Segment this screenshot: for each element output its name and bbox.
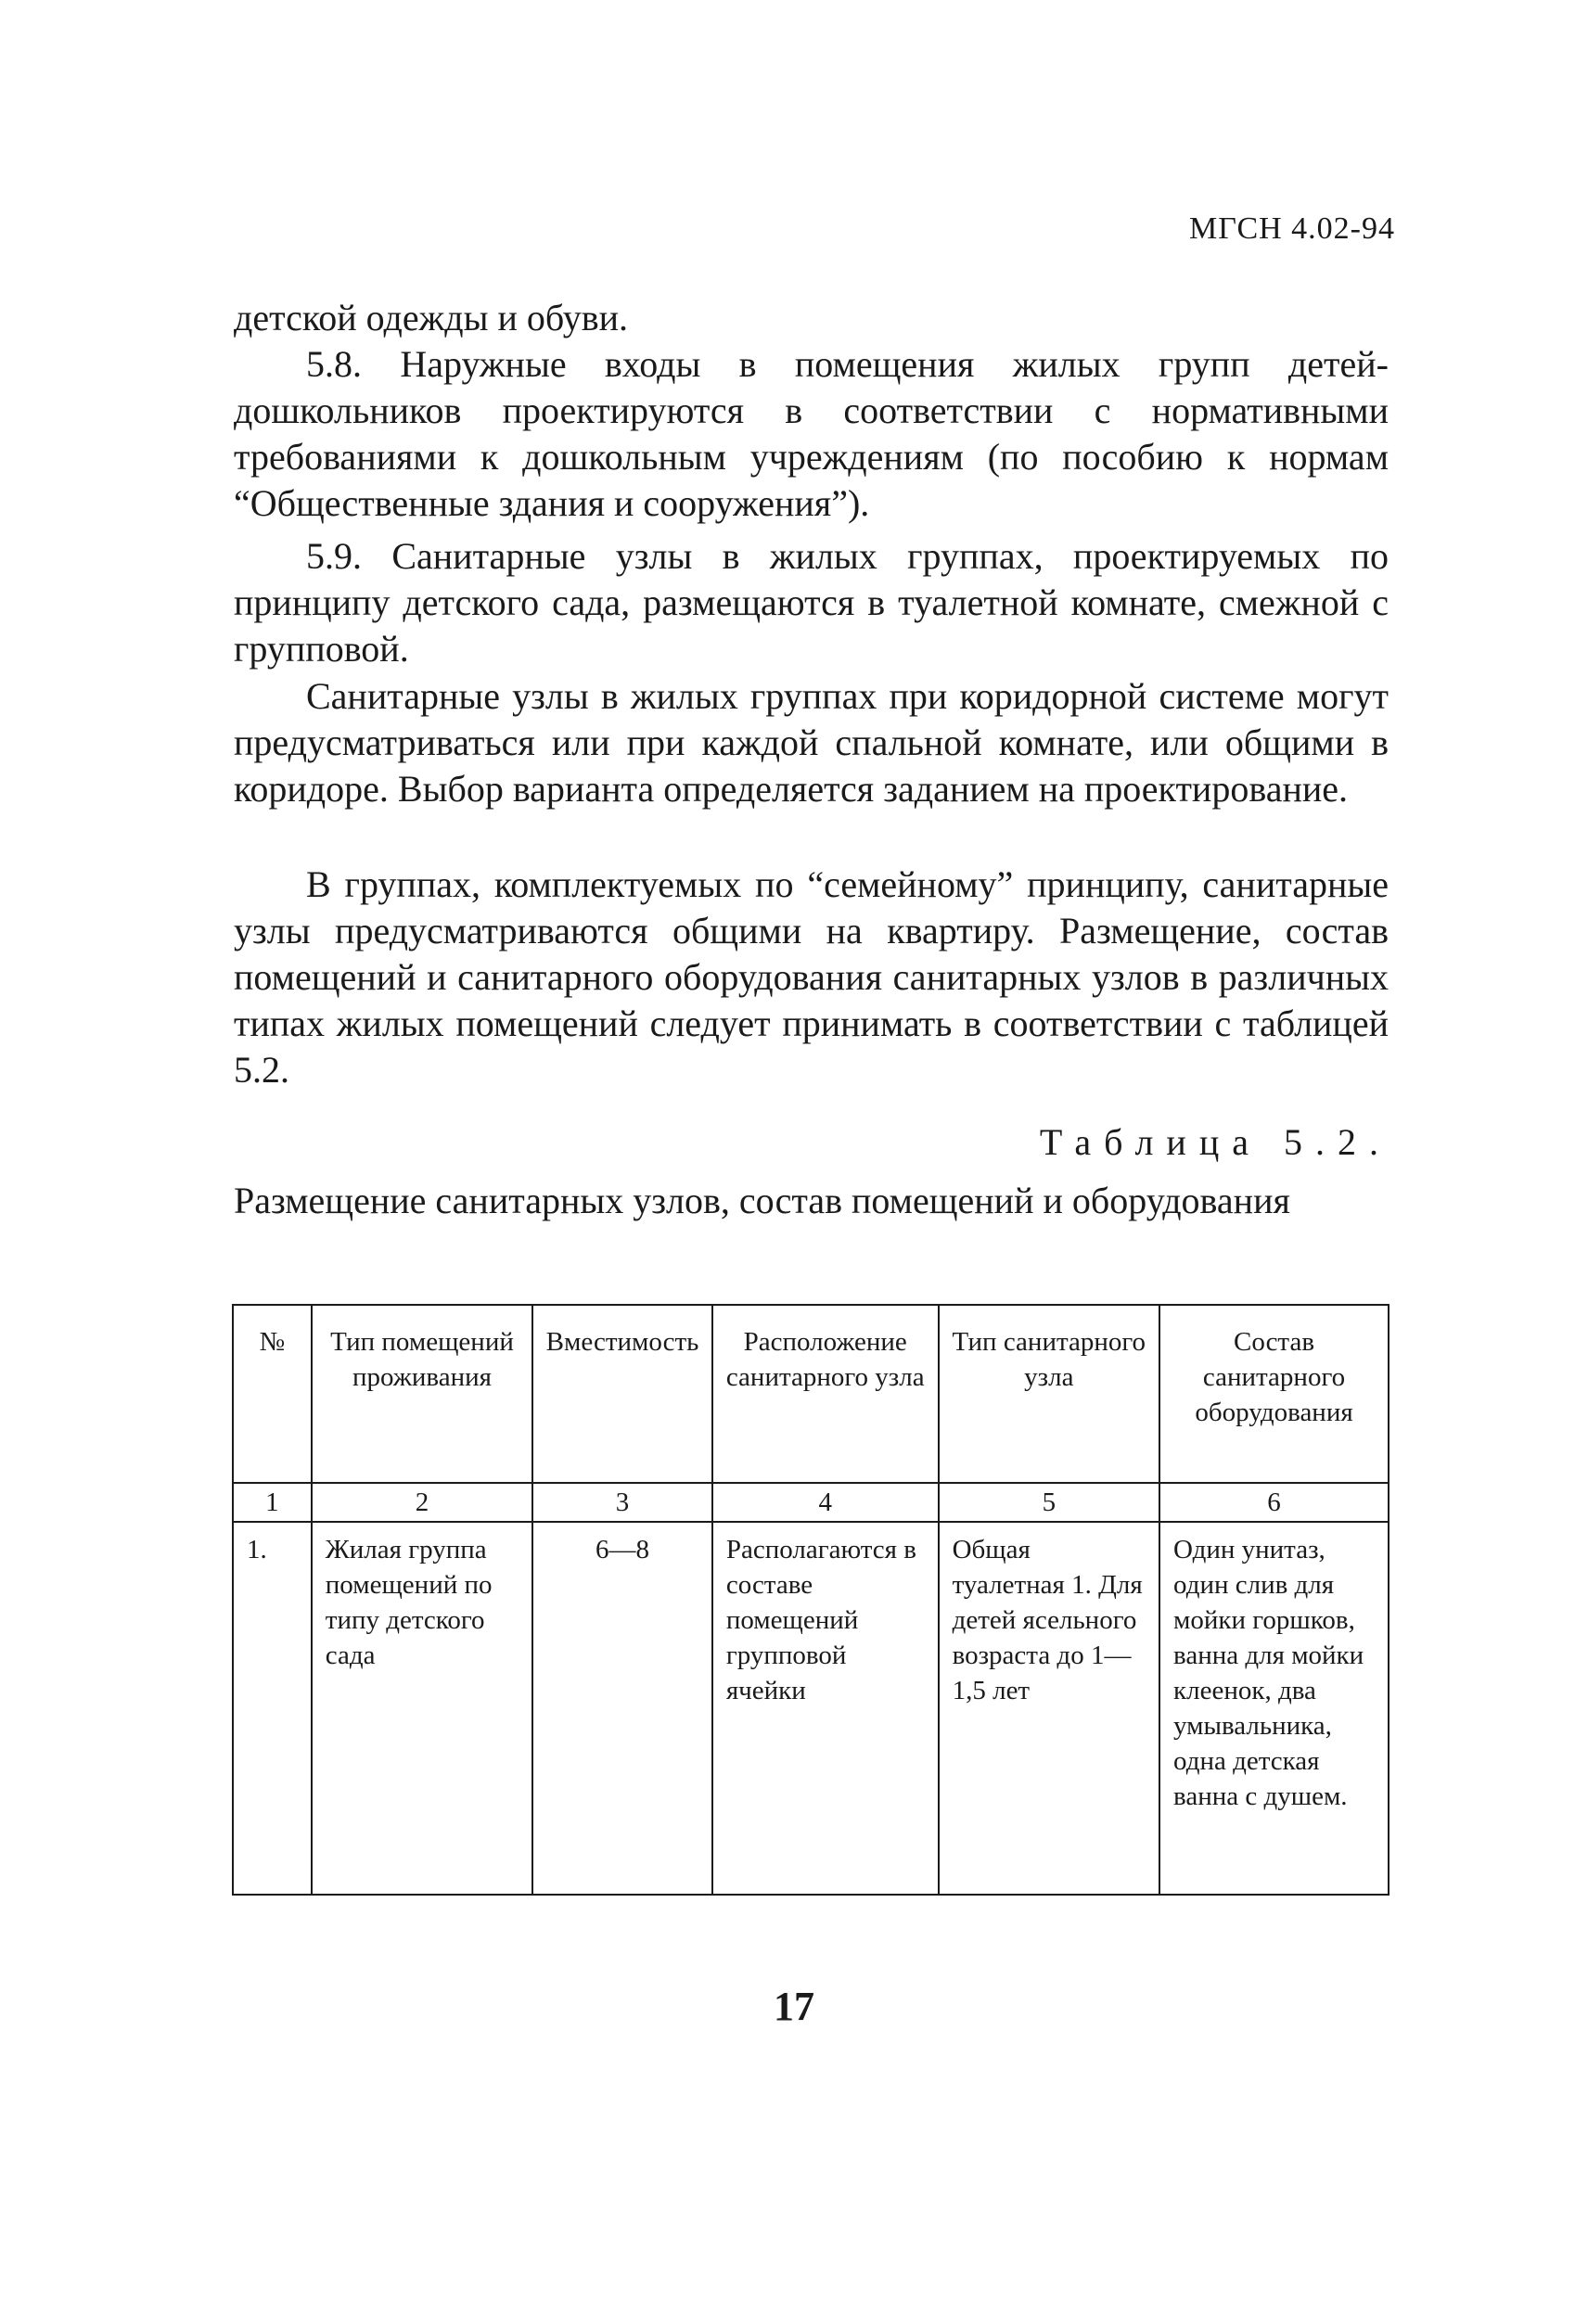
paragraph-continuation xyxy=(234,295,1389,341)
header-unit-type: Тип санитарного узла xyxy=(939,1305,1159,1483)
paragraph-text: Санитарные узлы в жилых группах при коридорной системе могут предусматриваться или при каждой спальной комнате, или общими в коридоре. Выбор варианта определяется заданием на проектирование. xyxy=(234,675,1389,810)
header-capacity: Вместимость xyxy=(532,1305,712,1483)
paragraph-text: 5.8. Наружные входы в помещения жилых групп детей-дошкольников проектируются в соответствии с нормативными требованиями к дошкольным учреждениям (по пособию к нормам “Общественные здания и сооружения”). xyxy=(234,343,1389,524)
table-header-row xyxy=(233,1305,1389,1483)
paragraph-corridor-system xyxy=(234,673,1389,812)
sanitary-units-table xyxy=(232,1304,1390,1896)
paragraph-family-principle xyxy=(234,862,1389,1093)
paragraph-text: 5.9. Санитарные узлы в жилых группах, проектируемых по принципу детского сада, размещаются в туалетной комнате, смежной с групповой. xyxy=(234,535,1389,670)
paragraph-5-8 xyxy=(234,341,1389,527)
column-number-row xyxy=(233,1483,1389,1522)
cell-number: 1. xyxy=(233,1522,312,1895)
header-number: № xyxy=(233,1305,312,1483)
cell-room-type: Жилая группа помещений по типу детского сада xyxy=(312,1522,532,1895)
table-caption: Размещение санитарных узлов, состав помещений и оборудования xyxy=(234,1180,1290,1221)
cell-capacity: 6—8 xyxy=(532,1522,712,1895)
cell-unit-type: Общая туалетная 1. Для детей ясельного возраста до 1—1,5 лет xyxy=(939,1522,1159,1895)
paragraph-text: детской одежды и обуви. xyxy=(234,297,628,338)
table-row xyxy=(233,1522,1389,1895)
column-number: 2 xyxy=(312,1483,532,1522)
paragraph-5-9 xyxy=(234,533,1389,672)
header-location: Расположение санитарного узла xyxy=(712,1305,939,1483)
paragraph-text: В группах, комплектуемых по “семейному” принципу, санитарные узлы предусматриваются общими на квартиру. Размещение, состав помещений и санитарного оборудования санитарных узлов в различных типах жилых помещений следует принимать в соответствии с таблицей 5.2. xyxy=(234,863,1389,1091)
header-equipment: Состав санитарного оборудования xyxy=(1159,1305,1389,1483)
cell-location: Располагаются в составе помещений групповой ячейки xyxy=(712,1522,939,1895)
column-number: 5 xyxy=(939,1483,1159,1522)
cell-equipment: Один унитаз, один слив для мойки горшков, ванна для мойки клеенок, два умывальника, одна детская ванна с душем. xyxy=(1159,1522,1389,1895)
table-label: Таблица 5.2. xyxy=(1039,1121,1391,1163)
page-number: 17 xyxy=(774,1984,814,2029)
document-code: МГСН 4.02-94 xyxy=(1189,211,1395,246)
column-number: 6 xyxy=(1159,1483,1389,1522)
column-number: 4 xyxy=(712,1483,939,1522)
column-number: 3 xyxy=(532,1483,712,1522)
column-number: 1 xyxy=(233,1483,312,1522)
header-room-type: Тип помещений проживания xyxy=(312,1305,532,1483)
